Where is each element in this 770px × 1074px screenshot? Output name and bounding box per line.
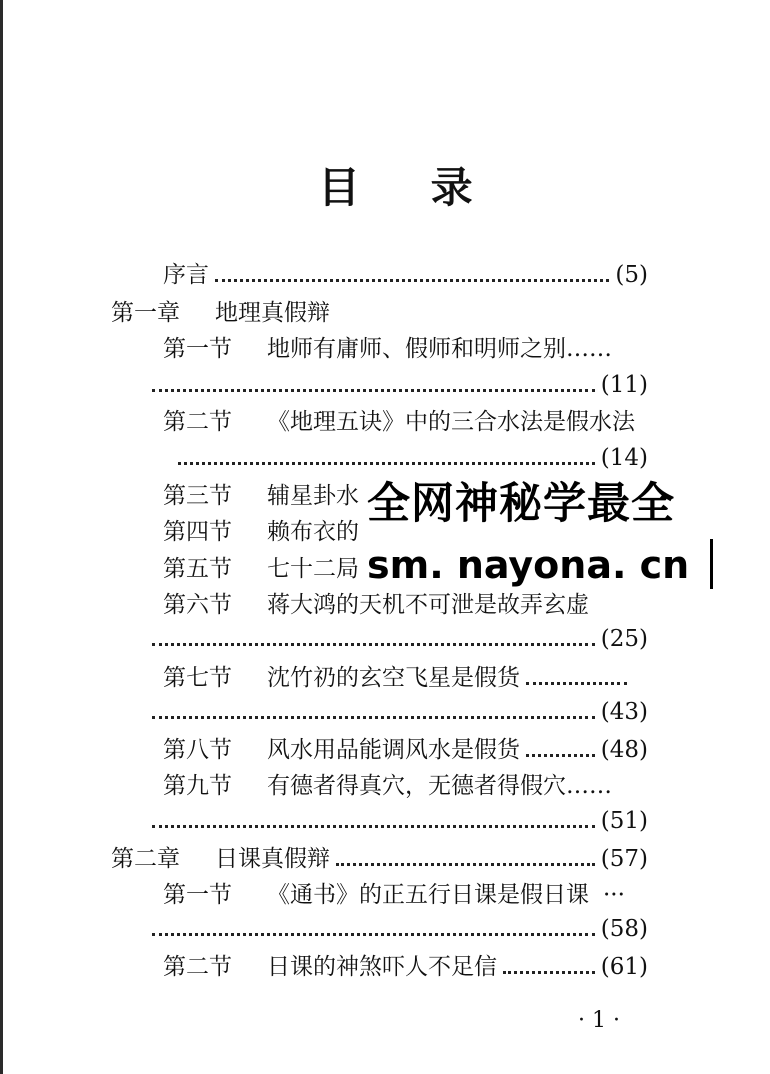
text-cursor-bar [710,539,713,589]
toc-entry-page: (25) [600,626,648,652]
toc-entry-number: 第五节 [163,556,232,582]
toc-continuation [152,366,648,400]
watermark-url: sm. nayona. cn [367,543,690,587]
toc-entry-text: 《通书》的正五行日课是假日课 [267,882,589,908]
dot-leader [152,643,595,646]
toc-entry-text: 蒋大鸿的天机不可泄是故弄玄虚 [267,592,589,618]
toc-entry-text: 序言 [163,262,209,288]
toc-chapter-title: 地理真假辩 [215,300,330,326]
dot-leader [152,825,595,828]
dot-leader [526,682,627,685]
toc-entry [163,876,625,910]
toc-entry-page: (14) [600,445,648,471]
toc-entry [163,731,648,765]
toc-chapter-number: 第二章 [111,846,180,872]
toc-entry-number: 第四节 [163,519,232,545]
toc-entry-text: 风水用品能调风水是假货 [267,737,520,763]
toc-continuation [152,910,648,944]
toc-entry-text: 有德者得真穴，无德者得假穴…… [267,773,612,799]
toc-entry-text: 地师有庸师、假师和明师之别…… [267,336,612,362]
toc-entry-number: 第一节 [163,336,232,362]
toc-entry [163,403,635,437]
toc-entry [163,550,359,584]
toc-entry-text: 沈竹礽的玄空飞星是假货 [267,665,520,691]
toc-continuation [152,802,648,836]
toc-chapter-number: 第一章 [111,300,180,326]
toc-entry-text: 日课的神煞吓人不足信 [267,954,497,980]
dot-leader [526,754,595,757]
toc-entry-number: 第二节 [163,954,232,980]
toc-entry-text: 赖布衣的 [267,519,359,545]
toc-entry [163,256,648,290]
page-number: · 1 · [578,1008,620,1033]
toc-entry-number: 第三节 [163,483,232,509]
toc-entry-page: (5) [615,262,648,288]
toc-continuation [178,439,648,473]
toc-entry [163,513,359,547]
toc-entry [163,586,589,620]
toc-entry-page: (58) [600,916,648,942]
dot-leader [152,716,595,719]
toc-entry-number: 第二节 [163,409,232,435]
toc-entry [163,659,633,693]
toc-entry-number: 第九节 [163,773,232,799]
toc-entry-page: (61) [600,954,648,980]
dot-leader [178,462,595,465]
dot-leader [336,863,595,866]
toc-continuation [152,693,648,727]
toc-entry-text: 《地理五诀》中的三合水法是假水法 [267,409,635,435]
toc-entry-number: 第八节 [163,737,232,763]
watermark-overlay [365,473,770,591]
toc-entry-page: (57) [600,846,648,872]
toc-chapter [111,840,648,874]
watermark-text: 全网神秘学最全 [367,479,675,529]
dot-leader [152,933,595,936]
toc-entry-number: 第一节 [163,882,232,908]
toc-entry [163,948,648,982]
toc-entry-page: (11) [600,372,648,398]
toc-chapter-title: 日课真假辩 [215,846,330,872]
toc-entry-text: 辅星卦水 [267,483,359,509]
dot-leader [503,971,595,974]
toc-entry-number: 第六节 [163,592,232,618]
dot-leader [152,389,595,392]
toc-entry-page: (51) [600,808,648,834]
toc-entry [163,477,359,511]
toc-chapter [111,294,330,328]
toc-entry-page: (48) [600,737,648,763]
page-edge-rule [0,0,3,1074]
ellipsis: ··· [603,882,625,908]
toc-entry-page: (43) [600,699,648,725]
toc-entry-number: 第七节 [163,665,232,691]
toc-entry-text: 七十二局 [267,556,359,582]
toc-title: 目 录 [318,163,501,212]
toc-entry [163,330,612,364]
toc-entry [163,767,612,801]
dot-leader [215,279,609,282]
toc-continuation [152,620,648,654]
